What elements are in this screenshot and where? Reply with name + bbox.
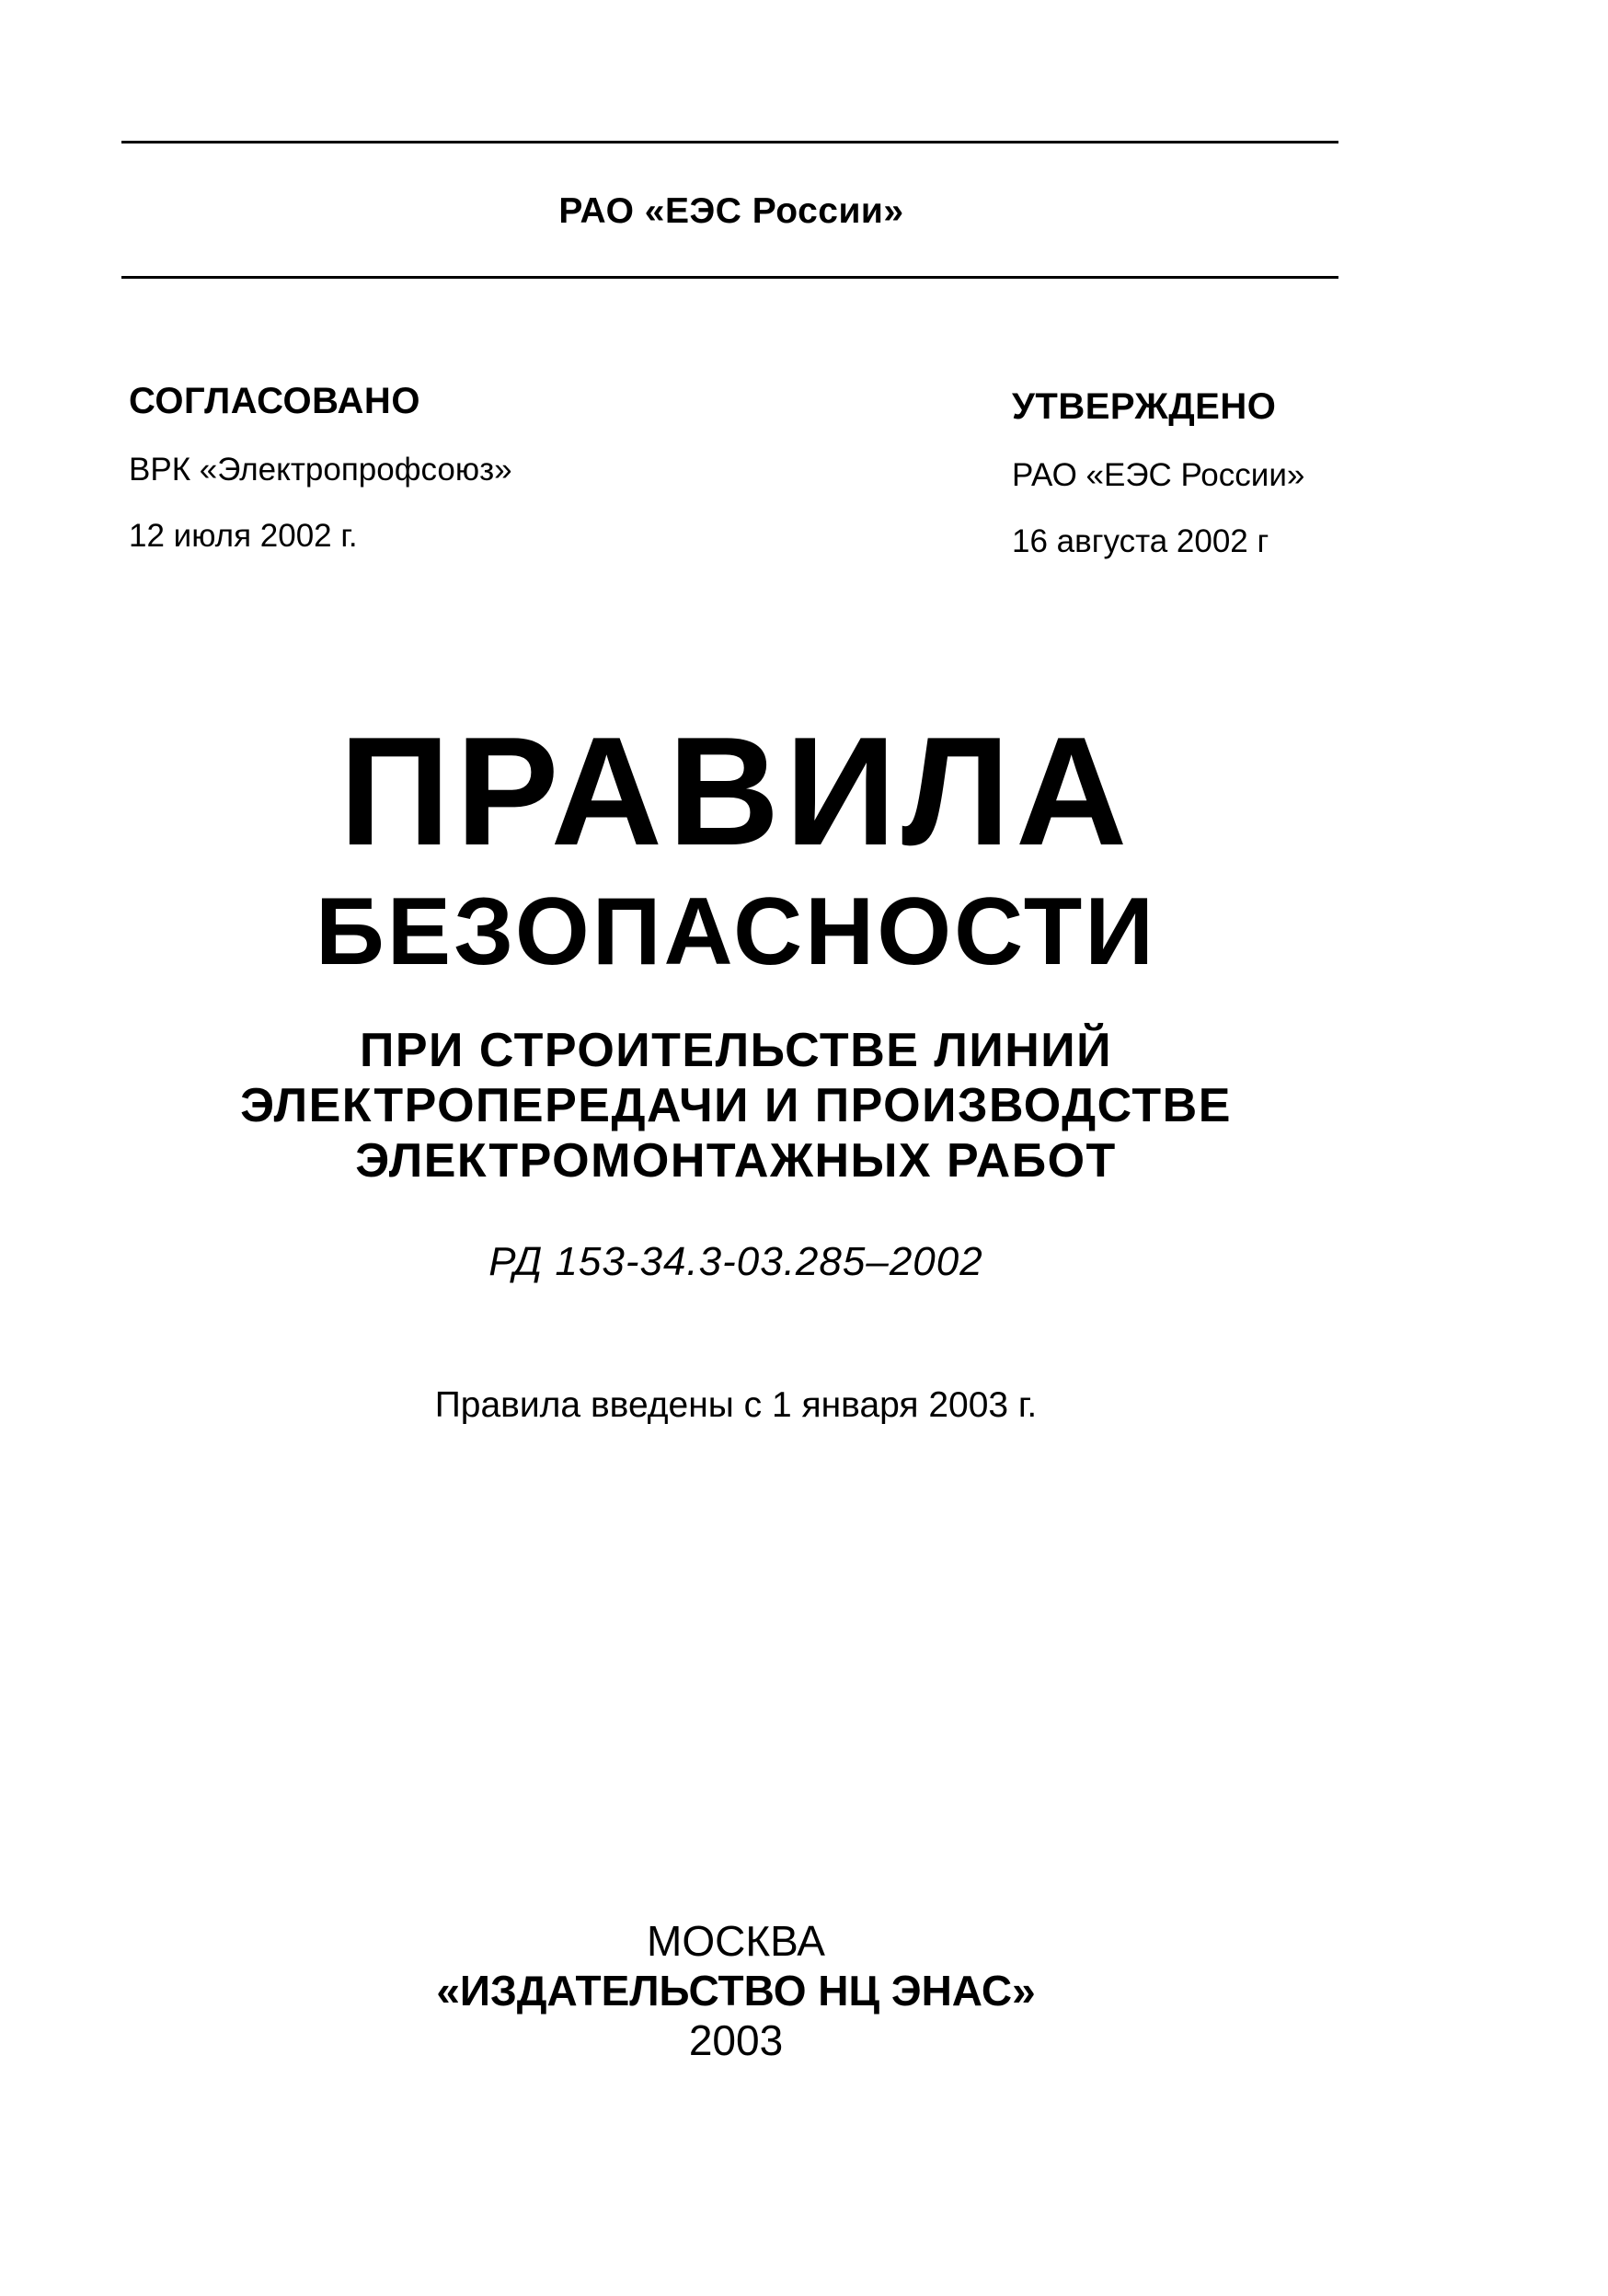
header-top-rule [121, 141, 1338, 144]
document-code: РД 153-34.3-03.285–2002 [488, 1239, 983, 1284]
description-line-3: ЭЛЕКТРОМОНТАЖНЫХ РАБОТ [355, 1134, 1117, 1188]
approved-heading: УТВЕРЖДЕНО [1012, 386, 1277, 427]
agreed-heading: СОГЛАСОВАНО [129, 381, 420, 421]
agreed-date: 12 июля 2002 г. [129, 518, 358, 554]
publication-year: 2003 [688, 2016, 784, 2064]
publisher-name: «ИЗДАТЕЛЬСТВО НЦ ЭНАС» [436, 1967, 1036, 2015]
document-subtitle: БЕЗОПАСНОСТИ [316, 878, 1156, 985]
header-bottom-rule [121, 276, 1338, 279]
approved-date: 16 августа 2002 г [1012, 523, 1269, 559]
agreed-block [129, 379, 512, 556]
document-description [0, 1023, 1472, 1188]
approved-block [1012, 385, 1304, 561]
organization-header: РАО «ЕЭС России» [558, 191, 904, 231]
agreed-organization: ВРК «Электропрофсоюз» [129, 452, 512, 488]
description-line-1: ПРИ СТРОИТЕЛЬСТВЕ ЛИНИЙ [359, 1024, 1113, 1077]
description-line-2: ЭЛЕКТРОПЕРЕДАЧИ И ПРОИЗВОДСТВЕ [240, 1079, 1232, 1132]
publisher-city: МОСКВА [647, 1917, 825, 1965]
document-title: ПРАВИЛА [339, 705, 1133, 878]
publisher-block [0, 1916, 1472, 2065]
approved-organization: РАО «ЕЭС России» [1012, 457, 1305, 493]
effective-date-note: Правила введены с 1 января 2003 г. [434, 1385, 1038, 1425]
